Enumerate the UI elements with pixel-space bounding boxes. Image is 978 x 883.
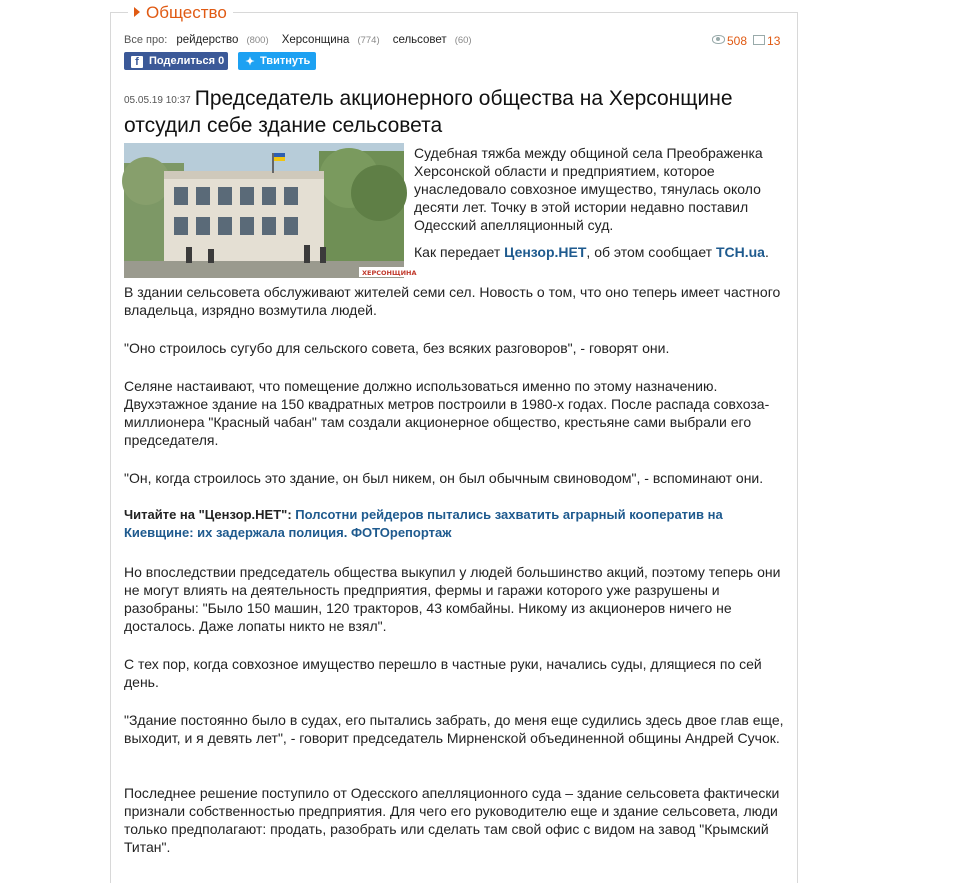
section-title: Общество xyxy=(146,3,227,22)
source-suffix: . xyxy=(764,244,769,260)
article-title xyxy=(124,86,764,138)
photo-caption: ХЕРСОНЩИНА xyxy=(362,269,417,277)
article-lead xyxy=(414,144,774,234)
tag-count: (774) xyxy=(357,35,380,46)
twitter-icon: ✦ xyxy=(245,56,255,68)
censor-link[interactable]: Цензор.НЕТ xyxy=(504,244,587,260)
article-title-text: Председатель акционерного общества на Херсонщине отсудил себе здание сельсовета xyxy=(124,87,733,137)
comment-icon xyxy=(753,35,765,45)
facebook-icon: f xyxy=(131,56,143,68)
tag-count: (60) xyxy=(454,35,472,46)
paragraph-6: С тех пор, когда совхозное имущество перешло в частные руки, начались суды, длящиеся по сей день. xyxy=(124,656,762,690)
section-header[interactable] xyxy=(128,2,233,24)
tsn-link[interactable]: TCH.ua xyxy=(715,244,765,260)
source-line xyxy=(414,243,774,261)
tag-link[interactable]: сельсовет xyxy=(392,34,447,46)
read-also xyxy=(124,506,744,542)
comments-count[interactable]: 13 xyxy=(767,34,781,48)
views-count: 508 xyxy=(727,34,748,48)
facebook-share-button[interactable] xyxy=(124,52,228,70)
tag-link[interactable]: рейдерство xyxy=(176,34,239,46)
twitter-share-label: Твитнуть xyxy=(260,55,311,67)
eye-icon xyxy=(712,35,725,44)
source-prefix: Как передает xyxy=(414,244,505,260)
tag-count: (800) xyxy=(246,35,269,46)
article-date: 05.05.19 10:37 xyxy=(124,95,191,106)
source-middle: , об этом сообщает xyxy=(586,244,716,260)
paragraph-5: Но впоследствии председатель общества выкупил у людей большинство акций, поэтому теперь они не могут влиять на деятельность предприятия, фермы и гаражи которого уже разрушены и разобраны: "Было 150 машин, 120 тракторов, 43 комбайны. Никому из акционеров ничего не досталось. Даже лопаты никто не взял". xyxy=(124,564,781,634)
article-stats xyxy=(712,34,780,48)
read-also-link[interactable]: Полсотни рейдеров пытались захватить аграрный кооператив на Киевщине: их задержала полиция. ФОТОрепортаж xyxy=(124,507,723,540)
article-photo xyxy=(124,143,417,278)
twitter-share-button[interactable] xyxy=(238,52,316,70)
paragraph-4: "Он, когда строилось это здание, он был никем, он был обычным свиноводом", - вспоминают они. xyxy=(124,470,764,486)
tag-link[interactable]: Херсонщина xyxy=(281,34,350,46)
paragraph-8: Последнее решение поступило от Одесского апелляционного суда – здание сельсовета фактически признали собственностью предприятия. Для чего его руководителю еще и здание сельсовета, люди только предполагают: продать, разобрать или сделать там свой офис с видом на завод "Крымский Титан". xyxy=(124,785,780,855)
paragraph-7: "Здание постоянно было в судах, его пытались забрать, до меня еще судились здесь двое глав еще, выходит, и я девять лет", - говорит председатель Мирненской объединенной общины Андрей Сучок. xyxy=(124,712,784,746)
facebook-share-label: Поделиться 0 xyxy=(149,55,225,67)
tags-label: Все про: xyxy=(124,34,168,46)
tags-bar xyxy=(124,34,482,46)
paragraph-2: "Оно строилось сугубо для сельского совета, без всяких разговоров", - говорят они. xyxy=(124,340,670,356)
read-also-label: Читайте на "Цензор.НЕТ": xyxy=(124,507,292,522)
lead-paragraph: Судебная тяжба между общиной села Преображенка Херсонской области и предприятием, которое унаследовало совхозное имущество, тянулась около десяти лет. Точку в этой истории недавно поставил Одесский апелляционный суд. xyxy=(414,145,763,233)
triangle-right-icon xyxy=(134,7,140,17)
paragraph-1: В здании сельсовета обслуживают жителей семи сел. Новость о том, что оно теперь имеет частного владельца, изрядно возмутила людей. xyxy=(124,284,781,318)
paragraph-3: Селяне настаивают, что помещение должно использоваться именно по этому назначению. Двухэтажное здание на 150 квадратных метров построили в 1980-х годах. После распада совхоза-миллионера "Красный чабан" там создали акционерное общество, крестьяне сами выбрали его председателя. xyxy=(124,378,770,448)
